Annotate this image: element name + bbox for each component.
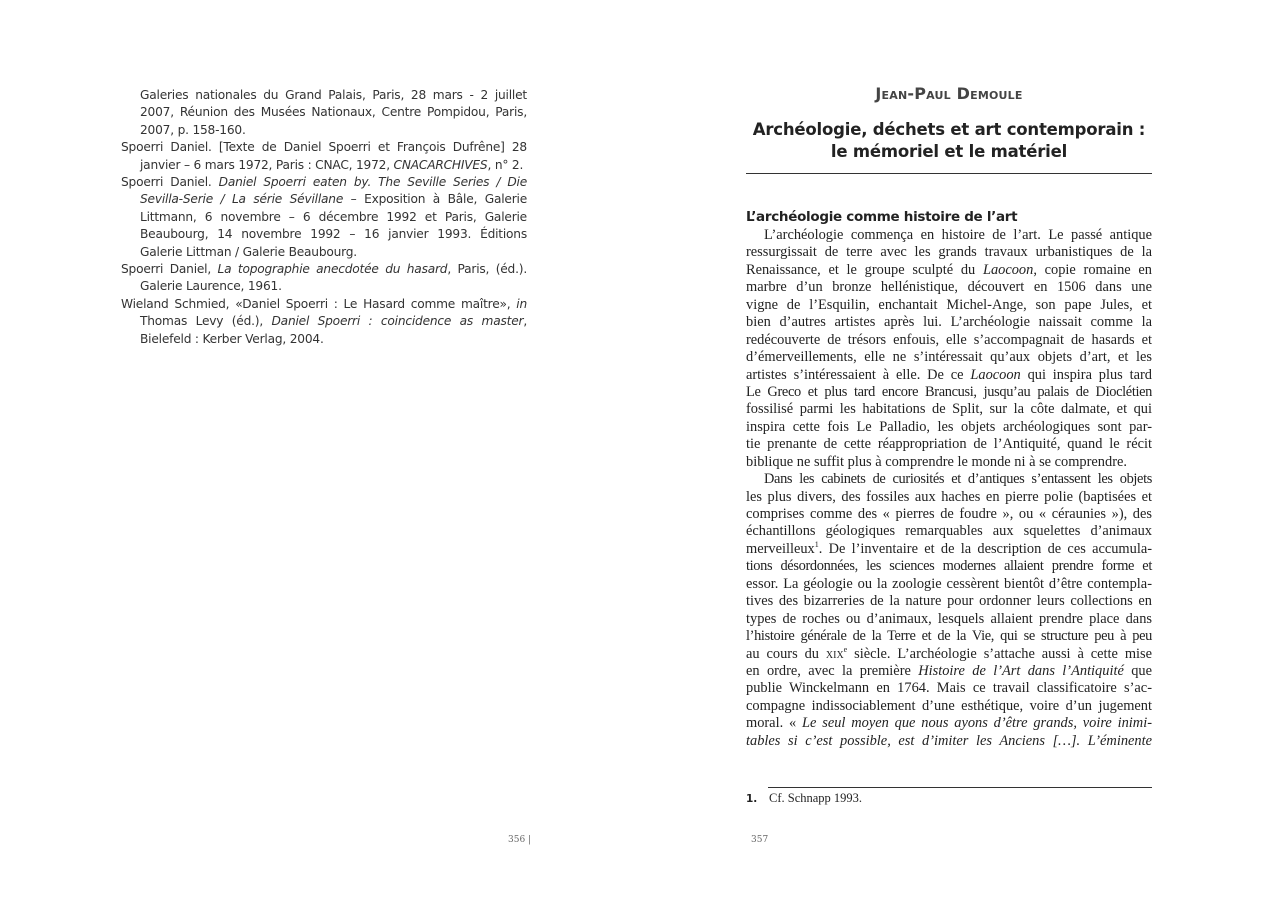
body-line: types de roches ou d’animaux, lesquels allaient prendre place dans [746,610,1152,627]
bibliography-list [121,87,527,348]
body-line: les plus divers, des fossiles aux haches en pierre polie (baptisées et [746,488,1152,505]
body-line: tie prenante de cette réappropriation de l’Antiquité, quand le récit [746,436,1152,453]
chapter-title-line: Archéologie, déchets et art contemporain : [752,120,1146,139]
bibliography-entry: Spoerri Daniel. [Texte de Daniel Spoerri et François Dufrêne] 28 janvier – 6 mars 1972, Paris : CNAC, 1972, CNACARCHIVES, n° 2. [121,140,527,172]
section-heading: L’archéologie comme histoire de l’art [746,209,1018,225]
page-number-left: 356 | [508,835,532,845]
body-line: l’histoire générale de la Terre et de la Vie, qui se structure peu à peu [746,628,1152,645]
body-line: moral. « Le seul moyen que nous ayons d’être grands, voire inimi- [746,715,1152,732]
chapter-title-line: le mémoriel et le matériel [830,142,1068,161]
body-line: inspira cette fois Le Palladio, les objets archéologiques sont par- [746,418,1152,435]
body-line: publie Winckelmann en 1764. Mais ce travail classificatoire s’ac- [746,680,1152,697]
bibliography-entry: Spoerri Daniel, La topographie anecdotée du hasard, Paris, (éd.). Galerie Laurence, 1961. [121,262,527,294]
bibliography-entry: Wieland Schmied, «Daniel Spoerri : Le Hasard comme maître», in Thomas Levy (éd.), Daniel Spoerri : coincidence as master, Bielefeld : Kerber Verlag, 2004. [121,296,527,346]
body-line: d’émerveillements, elle ne s’intéressait qu’aux objets d’art, et les [746,349,1152,366]
body-line: en ordre, avec la première Histoire de l’Art dans l’Antiquité que [746,662,1152,679]
body-line: essor. La géologie ou la zoologie cessèrent bientôt d’être contempla- [746,575,1152,592]
body-line: merveilleux$^1$. De l’inventaire et de la description de ces accumula- [746,540,1152,557]
body-line: Renaissance, et le groupe sculpté du Laocoon, copie romaine en [746,261,1152,278]
footnote-rule [768,787,1152,788]
body-line: échantillons géologiques remarquables aux squelettes d’animaux [746,523,1152,540]
body-line: compagne indissociablement d’une esthétique, voire d’un jugement [746,697,1152,714]
body-line: artistes s’intéressaient à elle. De ce Laocoon qui inspira plus tard [746,366,1152,383]
bibliography-entry: Spoerri Daniel. Daniel Spoerri eaten by. The Seville Series / Die Sevilla-Serie / La série Sévillane – Exposition à Bâle, Galerie Littmann, 6 novembre – 6 décembre 1992 et Paris, Galerie Beaubourg, 14 novembre 1992 – 16 janvier 1993. Éditions Galerie Littman / Galerie Beaubourg. [121,175,528,259]
bibliography-entry: Galeries nationales du Grand Palais, Paris, 28 mars - 2 juillet 2007, Réunion des Musées Nationaux, Centre Pompidou, Paris, 2007, p. 158-160. [140,88,527,137]
body-line: bien d’autres artistes après lui. L’archéologie naissait comme la [746,314,1152,331]
body-line: ressurgissait de terre avec les grands travaux urbanistiques de la [746,244,1152,261]
body-line: redécouverte de trésors enfouis, elle s’accompagnait de hasards et [746,331,1152,348]
body-line: Dans les cabinets de curiosités et d’antiques s’entassent les objets [764,471,1152,488]
body-line: L’archéologie commença en histoire de l’art. Le passé antique [764,227,1152,243]
body-text [746,227,1152,750]
body-line: biblique ne suffit plus à comprendre le monde ni à se comprendre. [746,453,1127,470]
body-line: fossilisé parmi les habitations de Split, sur la côte dalmate, et qui [746,401,1152,418]
page-number-right: 357 [751,835,769,845]
chapter-title [746,119,1152,163]
body-line: tables si c’est possible, est d’imiter les Anciens […]. L’éminente [746,732,1152,749]
body-line: au cours du xix$^e$ siècle. L’archéologie s’attache aussi à cette mise [746,644,1153,662]
body-line: tions désordonnées, les sciences modernes allaient prendre forme et [746,558,1152,575]
footnote [746,791,862,806]
body-line: comprises comme des « pierres de foudre », ou « céraunies »), des [746,506,1152,522]
footnote-text: Cf. Schnapp 1993. [769,791,863,805]
body-line: vigne de l’Esquilin, enchantait Michel-Ange, son pape Jules, et [746,296,1152,313]
body-line: tives des bizarreries de la nature pour ordonner leurs collections en [746,593,1152,610]
body-line: Le Greco et plus tard encore Brancusi, jusqu’au palais de Dioclétien [746,383,1152,400]
footnote-number: 1. [746,793,758,805]
author-name: Jean-Paul Demoule [875,84,1023,103]
body-line: marbre d’un bronze hellénistique, découvert en 1506 dans une [746,279,1152,296]
title-rule [746,173,1152,174]
